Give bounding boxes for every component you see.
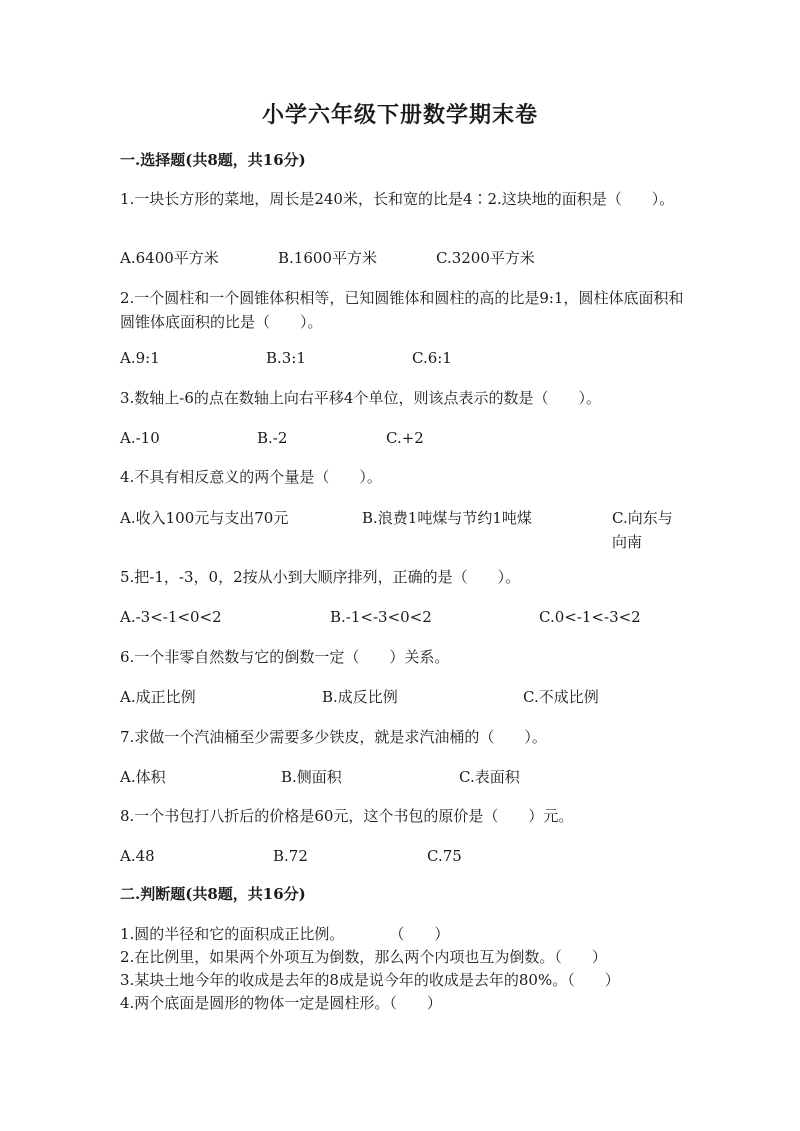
- question-2: 2.一个圆柱和一个圆锥体积相等，已知圆锥体和圆柱的高的比是9:1，圆柱体底面积和圆锥体底面积的比是（ ）。: [120, 289, 684, 331]
- option-a: A.6400平方米: [120, 249, 219, 267]
- judgement-list: [120, 923, 685, 1015]
- option-c: C.3200平方米: [436, 249, 535, 267]
- question-6: 6.一个非零自然数与它的倒数一定（ ）关系。: [120, 648, 450, 666]
- option-b: B.3:1: [266, 349, 306, 367]
- section-heading-choice: 一.选择题(共8题，共16分): [120, 151, 306, 169]
- page-title: 小学六年级下册数学期末卷: [261, 102, 538, 128]
- option-c: C.6:1: [412, 349, 452, 367]
- option-b: B.侧面积: [281, 768, 342, 786]
- question-5: 5.把-1，-3，0，2按从小到大顺序排列，正确的是（ ）。: [120, 568, 521, 586]
- option-c: C.不成比例: [523, 688, 599, 706]
- judgement-item-2: 2.在比例里，如果两个外项互为倒数，那么两个内项也互为倒数。（ ）: [120, 948, 607, 966]
- question-7: 7.求做一个汽油桶至少需要多少铁皮，就是求汽油桶的（ ）。: [120, 728, 547, 746]
- judgement-item-3: 3.某块土地今年的收成是去年的8成是说今年的收成是去年的80%。（ ）: [120, 971, 620, 989]
- option-b: B.-2: [257, 429, 288, 447]
- judgement-item-4: 4.两个底面是圆形的物体一定是圆柱形。（ ）: [120, 994, 442, 1012]
- option-b: B.成反比例: [322, 688, 398, 706]
- option-c: C.向东与向南: [612, 509, 673, 551]
- option-a: A.-10: [120, 429, 160, 447]
- question-1: 1.一块长方形的菜地，周长是240米，长和宽的比是4∶2.这块地的面积是（ ）。: [120, 190, 675, 208]
- judgement-item-1: 1.圆的半径和它的面积成正比例。 （ ）: [120, 925, 450, 943]
- question-4: 4.不具有相反意义的两个量是（ ）。: [120, 468, 382, 486]
- options-4: [120, 506, 685, 554]
- option-a: A.9:1: [120, 349, 160, 367]
- option-b: B.1600平方米: [278, 249, 377, 267]
- option-b: B.-1<-3<0<2: [330, 608, 432, 626]
- option-c: C.表面积: [459, 768, 520, 786]
- option-b: B.浪费1吨煤与节约1吨煤: [362, 509, 532, 527]
- question-3: 3.数轴上-6的点在数轴上向右平移4个单位，则该点表示的数是（ ）。: [120, 389, 601, 407]
- option-c: C.75: [427, 847, 462, 865]
- option-a: A.48: [120, 847, 155, 865]
- option-a: A.成正比例: [120, 688, 196, 706]
- option-a: A.收入100元与支出70元: [120, 509, 289, 527]
- section-heading-judgement: 二.判断题(共8题，共16分): [120, 885, 306, 903]
- option-a: A.-3<-1<0<2: [120, 608, 222, 626]
- option-b: B.72: [273, 847, 308, 865]
- option-c: C.+2: [386, 429, 424, 447]
- option-a: A.体积: [120, 768, 166, 786]
- question-8: 8.一个书包打八折后的价格是60元，这个书包的原价是（ ）元。: [120, 807, 574, 825]
- option-c: C.0<-1<-3<2: [539, 608, 641, 626]
